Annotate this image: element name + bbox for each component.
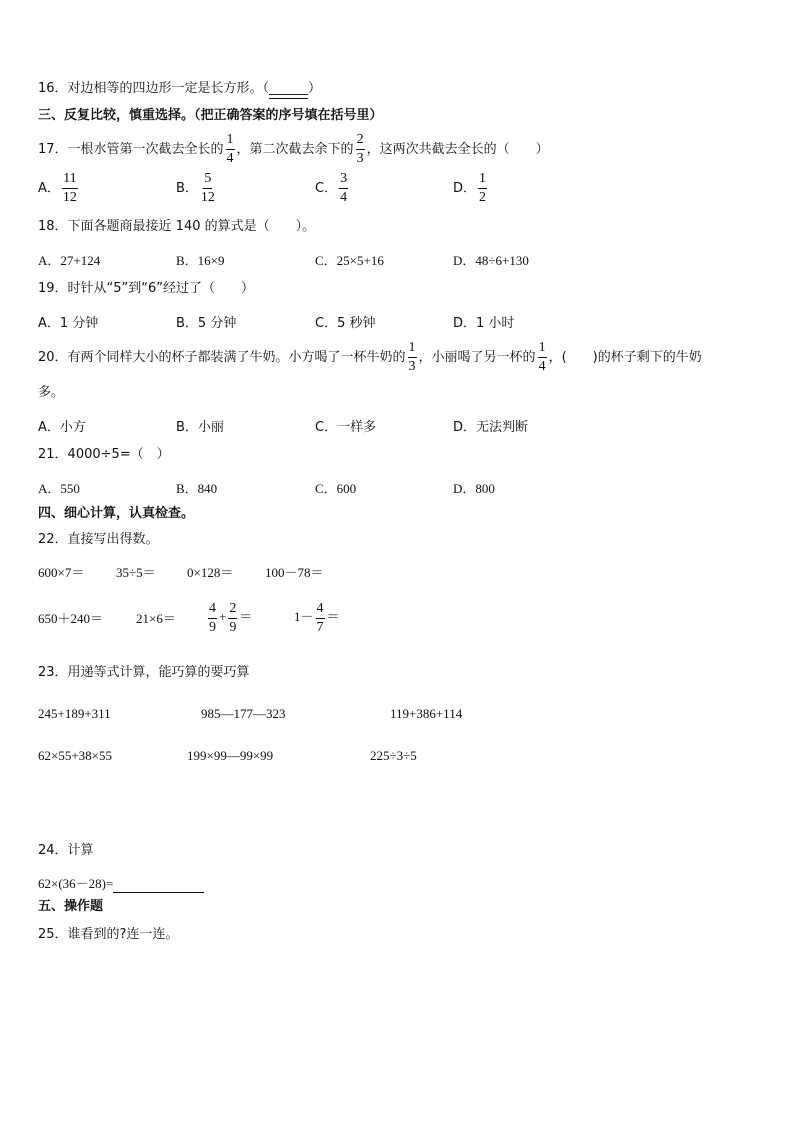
q22-i7-eq: ＝: [239, 609, 253, 624]
q17-option-a[interactable]: [38, 172, 80, 205]
q17-option-c[interactable]: [315, 172, 350, 205]
section-3-title: 三、反复比较，慎重选择。（把正确答案的序号填在括号里）: [38, 108, 383, 123]
q19-option-b[interactable]: B．5 分钟: [176, 316, 237, 331]
q19-option-c[interactable]: C．5 秒钟: [315, 316, 376, 331]
question-19: 19．时针从“5”到“6”经过了（ ）: [38, 281, 255, 296]
question-16: [38, 80, 321, 99]
q22-i7-f1-den: 9: [209, 619, 216, 635]
q20-f1-num: 1: [408, 341, 417, 358]
q22-i8-f-den: 7: [316, 619, 324, 635]
q17-stem: 17．一根水管第一次截去全长的: [38, 142, 224, 157]
q21-option-b[interactable]: B．840: [176, 481, 218, 496]
q18-option-b[interactable]: B．16×9: [176, 253, 225, 268]
q20-f2-num: 1: [538, 341, 547, 358]
q17-option-d-den: 2: [479, 190, 487, 205]
q22-item-5: 650＋240＝: [38, 611, 104, 626]
q17-option-b-den: 12: [200, 190, 215, 205]
q17-option-d-fraction: [478, 172, 487, 205]
q16-answer-blank[interactable]: ______: [269, 80, 308, 99]
q23-item-2: 985—177—323: [201, 706, 286, 721]
q21-option-a[interactable]: A．550: [38, 481, 80, 496]
q22-i7-f2-num: 2: [228, 602, 237, 619]
q22-item-7: [206, 598, 252, 636]
q22-i7-f1-num: 4: [208, 602, 217, 619]
question-24-title: 24．计算: [38, 843, 94, 858]
q22-i7-f2-den: 9: [229, 619, 237, 635]
q22-item-7-fraction-2: [228, 602, 237, 635]
q17-option-b-num: 5: [203, 172, 212, 189]
q22-i8-eq: ＝: [326, 609, 340, 624]
q22-item-1: 600×7＝: [38, 565, 85, 580]
q17-option-d-num: 1: [478, 172, 487, 189]
q20-fraction-2: [538, 341, 547, 374]
q17-f2-num: 2: [356, 133, 365, 150]
q23-item-5: 199×99—99×99: [187, 748, 274, 763]
q17-tail: ，这两次共截去全长的（ ）: [366, 142, 549, 157]
question-18: 18．下面各题商最接近 140 的算式是（ ）。: [38, 219, 316, 234]
section-5-title: 五、操作题: [38, 899, 104, 914]
q17-option-a-den: 12: [62, 190, 77, 205]
q17-option-d-label: D．: [453, 181, 477, 196]
q17-option-c-fraction: [339, 172, 348, 205]
q17-option-a-fraction: [62, 172, 78, 205]
q23-item-3: 119+386+114: [390, 706, 463, 721]
q24-expr-text: 62×(36－28)=: [38, 876, 114, 891]
q17-option-b-label: B．: [176, 181, 198, 196]
question-25: 25．谁看到的?连一连。: [38, 927, 179, 942]
question-22-title: 22．直接写出得数。: [38, 532, 159, 547]
question-17: [38, 130, 549, 170]
q20-tail: ，( )的杯子剩下的牛奶: [548, 350, 702, 365]
q18-option-d[interactable]: D．48÷6+130: [453, 253, 529, 268]
q22-item-6: 21×6＝: [136, 611, 176, 626]
q20-mid: ，小丽喝了另一杯的: [418, 350, 536, 365]
q20-f1-den: 3: [408, 359, 416, 374]
q17-f2-den: 3: [356, 151, 364, 166]
q24-answer-blank[interactable]: [113, 873, 204, 893]
q16-text: 16．对边相等的四边形一定是长方形。（: [38, 81, 270, 96]
q17-mid: ，第二次截去余下的: [236, 142, 354, 157]
q17-option-c-den: 4: [340, 190, 348, 205]
q17-f1-num: 1: [226, 133, 235, 150]
q17-option-c-num: 3: [339, 172, 348, 189]
q21-option-c[interactable]: C．600: [315, 481, 357, 496]
q17-fraction-1: [226, 133, 235, 166]
q20-option-d[interactable]: D．无法判断: [453, 420, 529, 435]
q22-i8-f-num: 4: [316, 602, 325, 619]
q22-item-3: 0×128＝: [187, 565, 234, 580]
q17-option-b[interactable]: [176, 172, 218, 205]
q16-close: ）: [308, 81, 322, 96]
question-20: [38, 338, 702, 378]
q22-i7-op: +: [219, 609, 227, 624]
q17-option-c-label: C．: [315, 181, 338, 196]
q20-stem: 20．有两个同样大小的杯子都装满了牛奶。小方喝了一杯牛奶的: [38, 350, 406, 365]
q22-item-7-fraction-1: [208, 602, 217, 635]
q17-option-a-num: 11: [62, 172, 77, 189]
q24-expression: [38, 873, 204, 893]
question-21: 21．4000÷5=（ ）: [38, 447, 170, 462]
q21-option-d[interactable]: D．800: [453, 481, 495, 496]
q18-option-a[interactable]: A．27+124: [38, 253, 101, 268]
q17-option-a-label: A．: [38, 181, 60, 196]
question-23-title: 23．用递等式计算，能巧算的要巧算: [38, 665, 250, 680]
q17-fraction-2: [356, 133, 365, 166]
q22-item-8: [294, 598, 340, 636]
q19-option-a[interactable]: A．1 分钟: [38, 316, 99, 331]
q20-f2-den: 4: [538, 359, 546, 374]
section-4-title: 四、细心计算，认真检查。: [38, 506, 195, 521]
q17-f1-den: 4: [226, 151, 234, 166]
q20-fraction-1: [408, 341, 417, 374]
q23-item-6: 225÷3÷5: [370, 748, 417, 763]
q20-continuation: 多。: [38, 385, 65, 400]
q19-option-d[interactable]: D．1 小时: [453, 316, 515, 331]
q20-option-a[interactable]: A．小方: [38, 420, 86, 435]
q22-i8-pre: 1－: [294, 609, 314, 624]
q23-item-1: 245+189+311: [38, 706, 111, 721]
q20-option-c[interactable]: C．一样多: [315, 420, 377, 435]
q23-item-4: 62×55+38×55: [38, 748, 112, 763]
q22-item-8-fraction: [316, 602, 325, 635]
q20-option-b[interactable]: B．小丽: [176, 420, 224, 435]
q17-option-b-fraction: [200, 172, 216, 205]
q22-item-2: 35÷5＝: [116, 565, 156, 580]
q17-option-d[interactable]: [453, 172, 489, 205]
q22-item-4: 100－78＝: [265, 565, 324, 580]
q18-option-c[interactable]: C．25×5+16: [315, 253, 384, 268]
